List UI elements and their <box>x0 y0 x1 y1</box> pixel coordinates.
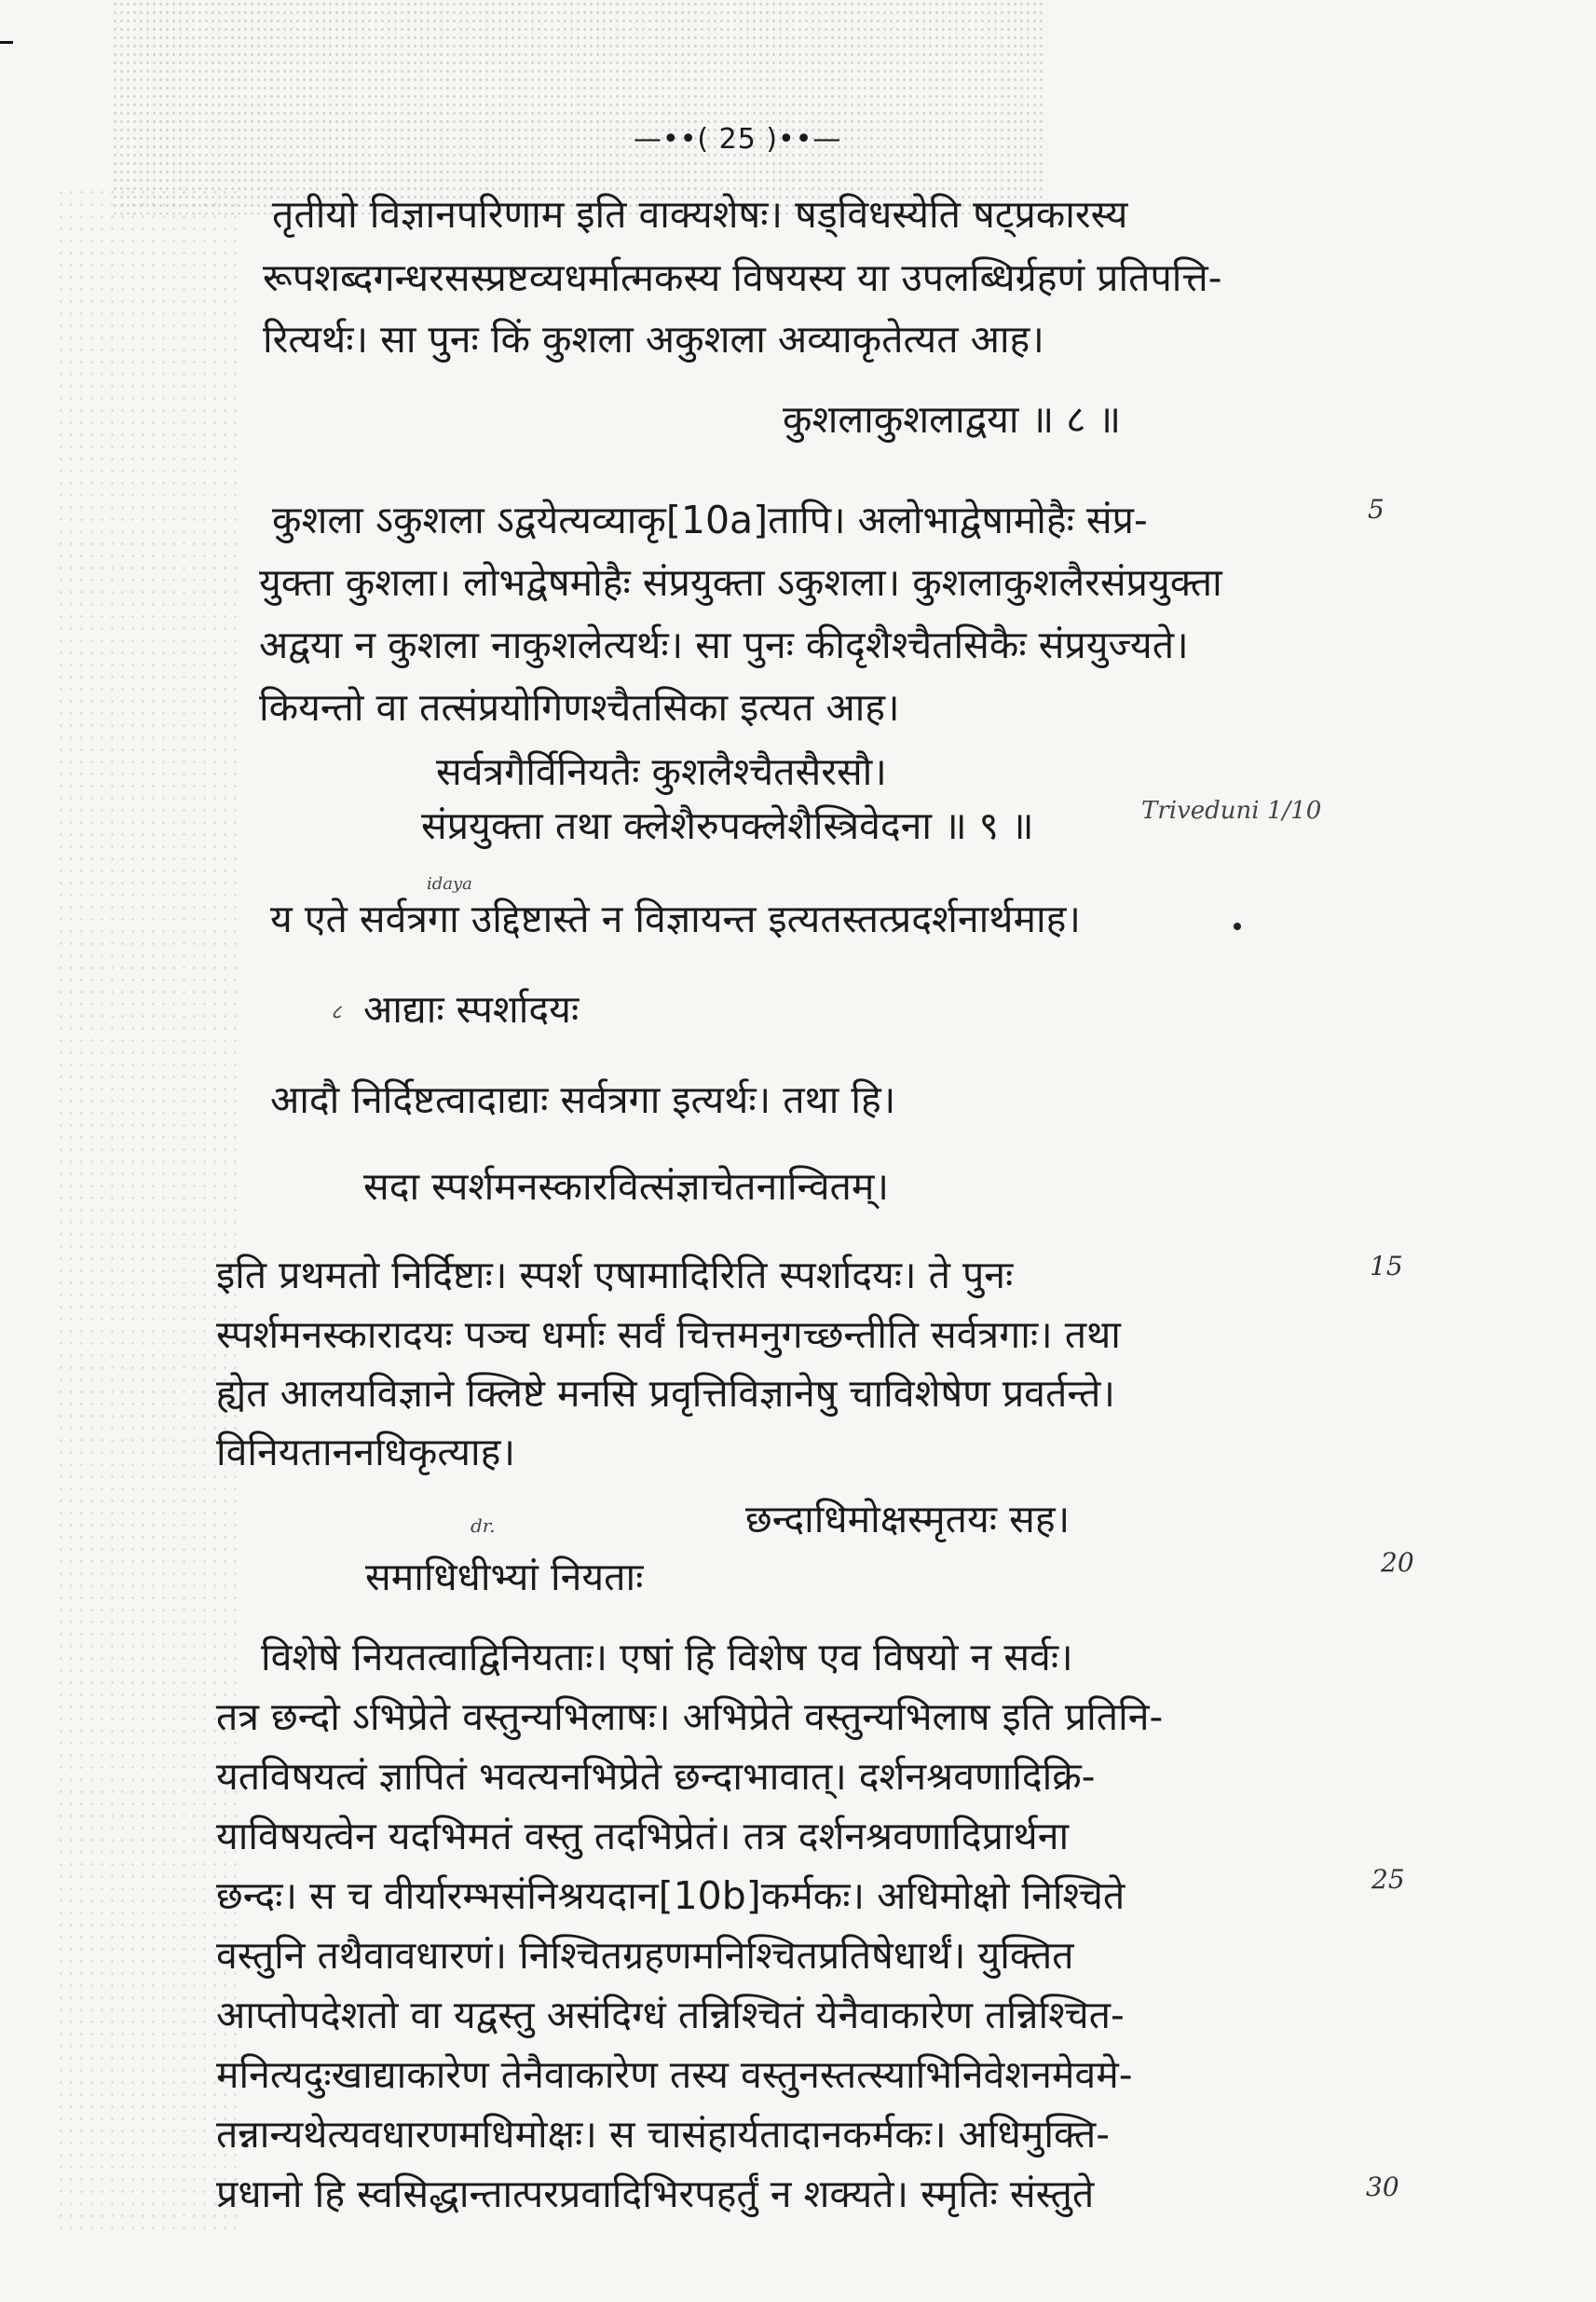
text-line: छन्दः। स च वीर्यारम्भसंनिश्रयदान[10b]कर्मकः। अधिमोक्षो निश्चिते <box>216 1873 1125 1918</box>
verse-line: आद्याः स्पर्शादयः <box>363 987 580 1032</box>
text-line: आदौ निर्दिष्टत्वादाद्याः सर्वत्रगा इत्यर्थः। तथा हि। <box>270 1077 896 1122</box>
text-line: तत्र छन्दो ऽभिप्रेते वस्तुन्यभिलाषः। अभिप्रेते वस्तुन्यभिलाष इति प्रतिनि- <box>216 1694 1164 1739</box>
text-line: ह्येत आलयविज्ञाने क्लिष्टे मनसि प्रवृत्तिविज्ञानेषु चाविशेषेण प्रवर्तन्ते। <box>216 1371 1115 1416</box>
corner-mark <box>0 41 13 44</box>
text-line: यतविषयत्वं ज्ञापितं भवत्यनभिप्रेते छन्दाभावात्। दर्शनश्रवणादिक्रि- <box>216 1754 1096 1799</box>
text-line: रूपशब्दगन्धरसस्प्रष्टव्यधर्मात्मकस्य विषयस्य या उपलब्धिर्ग्रहणं प्रतिपत्ति- <box>263 255 1222 300</box>
text-line: विनियताननधिकृत्याह। <box>216 1430 515 1474</box>
text-line: अद्वया न कुशला नाकुशलेत्यर्थः। सा पुनः कीदृशैश्चैतसिकैः संप्रयुज्यते। <box>259 623 1189 667</box>
text-line: इति प्रथमतो निर्दिष्टाः। स्पर्श एषामादिरिति स्पर्शादयः। ते पुनः <box>216 1253 1014 1297</box>
text-line: वस्तुनि तथैवावधारणं। निश्चितग्रहणमनिश्चितप्रतिषेधार्थं। युक्तित <box>216 1933 1074 1978</box>
verse-line: कुशलाकुशलाद्वया ॥ ८ ॥ <box>783 397 1122 442</box>
interlinear-annotation: ८ <box>331 1001 342 1024</box>
text-line: तृतीयो विज्ञानपरिणाम इति वाक्यशेषः। षड्विधस्येति षट्प्रकारस्य <box>272 192 1128 237</box>
text-line: विशेषे नियतत्वाद्विनियताः। एषां हि विशेष एव विषयो न सर्वः। <box>261 1635 1073 1679</box>
interlinear-annotation: dr. <box>471 1514 496 1537</box>
text-line: य एते सर्वत्रगा उद्दिष्टास्ते न विज्ञायन्त इत्यतस्तत्प्रदर्शनार्थमाह। <box>270 897 1081 941</box>
margin-line-number: 5 <box>1368 494 1385 525</box>
text-line: याविषयत्वेन यदभिमतं वस्तु तदभिप्रेतं। तत्र दर्शनश्रवणादिप्रार्थना <box>216 1814 1070 1858</box>
verse-line: छन्दाधिमोक्षस्मृतयः सह। <box>745 1497 1071 1542</box>
margin-line-number: 20 <box>1381 1547 1414 1578</box>
text-line: प्रधानो हि स्वसिद्धान्तात्परप्रवादिभिरपहर्तुं न शक्यते। स्मृतिः संस्तुते <box>216 2172 1095 2216</box>
text-line: कियन्तो वा तत्संप्रयोगिणश्चैतसिका इत्यत आह। <box>259 685 900 730</box>
text-line: तन्नान्यथेत्यवधारणमधिमोक्षः। स चासंहार्यतादानकर्मकः। अधिमुक्ति- <box>216 2112 1111 2157</box>
text-line: आप्तोपदेशतो वा यद्वस्तु असंदिग्धं तन्निश्चितं येनैवाकारेण तन्निश्चित- <box>216 1993 1125 2037</box>
text-line: कुशला ऽकुशला ऽद्वयेत्यव्याकृ[10a]तापि। अलोभाद्वेषामोहैः संप्र- <box>272 498 1148 542</box>
verse-line: सर्वत्रगैर्विनियतैः कुशलैश्चैतसैरसौ। <box>436 749 887 794</box>
text-line: युक्ता कुशला। लोभद्वेषमोहैः संप्रयुक्ता ऽकुशला। कुशलाकुशलैरसंप्रयुक्ता <box>259 560 1222 605</box>
text-line: मनित्यदुःखाद्याकारेण तेनैवाकारेण तस्य वस्तुनस्तत्स्याभिनिवेशनमेवमे- <box>216 2052 1133 2097</box>
handwritten-annotation: Triveduni 1/10 <box>1141 797 1322 825</box>
verse-line: संप्रयुक्ता तथा क्लेशैरुपक्लेशैस्त्रिवेदना ॥ ९ ॥ <box>421 803 1034 848</box>
ink-dot <box>1234 923 1241 930</box>
interlinear-annotation: idaya <box>427 874 472 894</box>
scan-noise-top <box>112 0 1044 214</box>
verse-line: सदा स्पर्शमनस्कारवित्संज्ञाचेतनान्वितम्। <box>363 1164 889 1209</box>
margin-line-number: 25 <box>1371 1864 1405 1895</box>
verse-line: समाधिधीभ्यां नियताः <box>365 1555 644 1599</box>
text-line: रित्यर्थः। सा पुनः किं कुशला अकुशला अव्याकृतेत्यत आह। <box>263 317 1044 362</box>
text-line: स्पर्शमनस्कारादयः पञ्च धर्माः सर्वं चित्तमनुगच्छन्तीति सर्वत्रगाः। तथा <box>216 1312 1121 1357</box>
scan-noise-left <box>56 186 242 2237</box>
page-number: —••( 25 )••— <box>634 123 842 156</box>
margin-line-number: 30 <box>1366 2172 1399 2202</box>
margin-line-number: 15 <box>1370 1251 1403 1281</box>
